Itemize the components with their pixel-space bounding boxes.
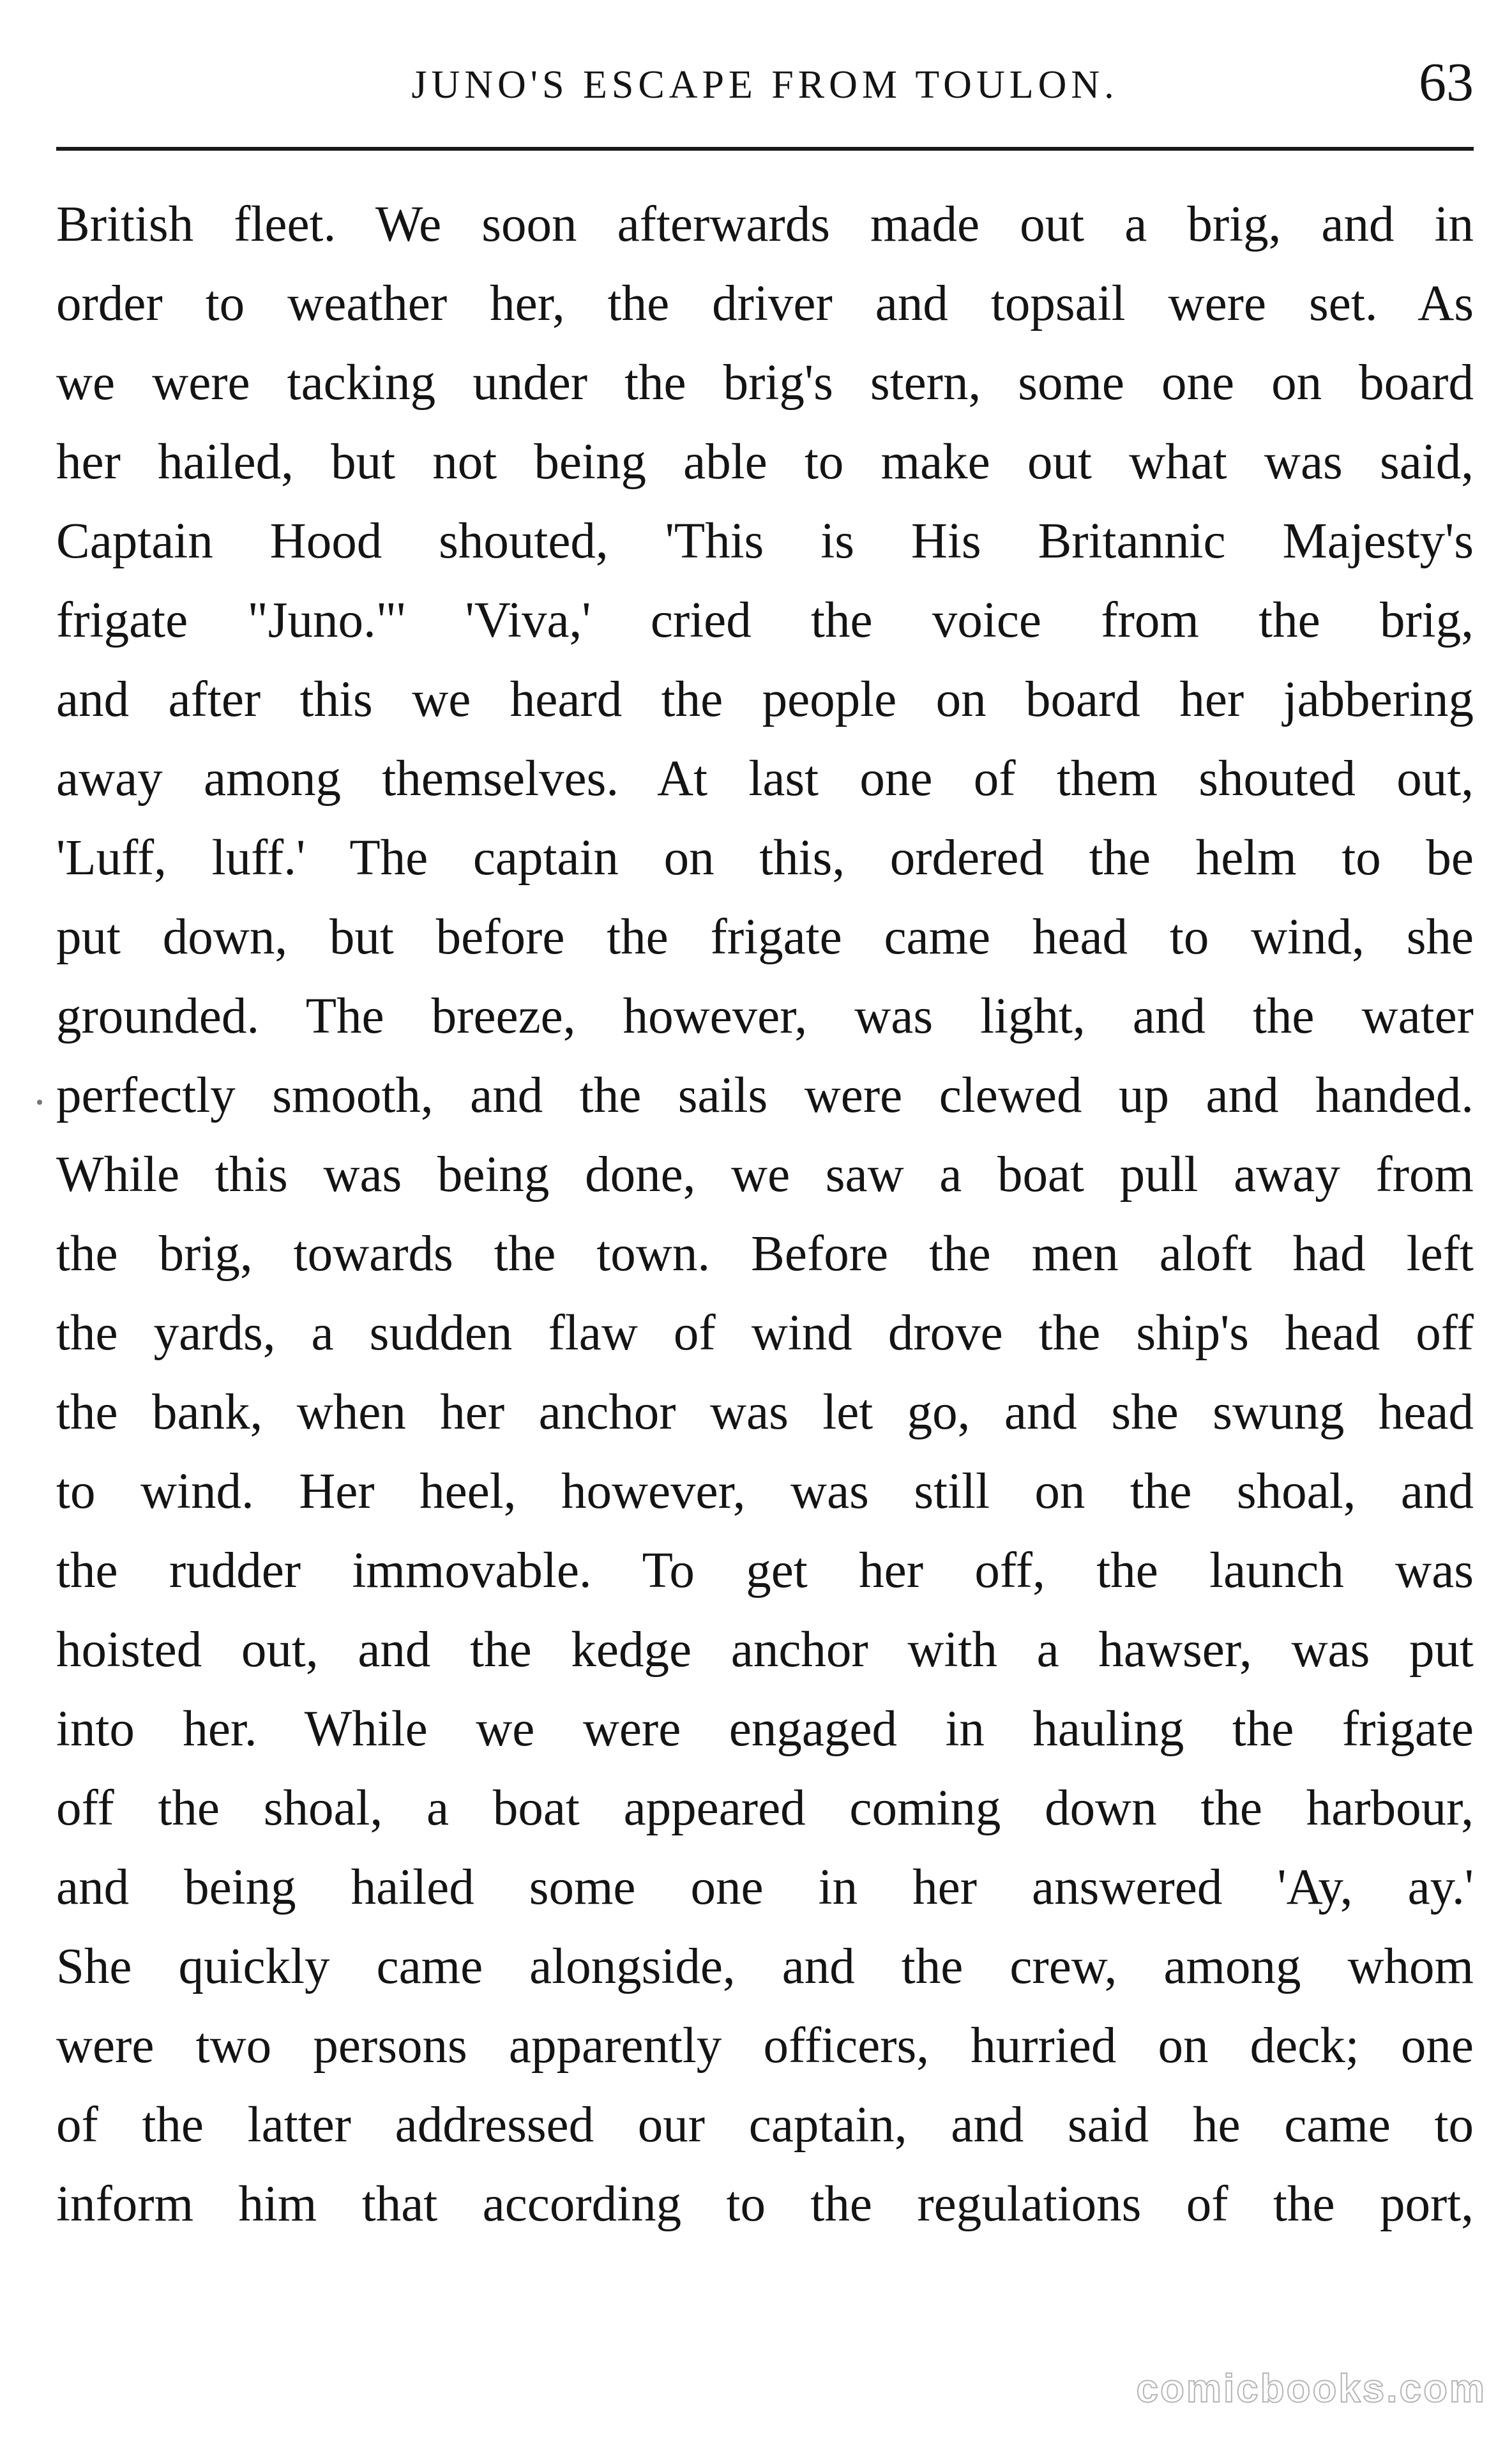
text-line: hoisted out, and the kedge anchor with a hawser, was put bbox=[56, 1622, 1474, 1678]
text-line: to wind. Her heel, however, was still on the shoal, and bbox=[56, 1464, 1474, 1519]
scan-speck bbox=[37, 1100, 42, 1105]
text-line: order to weather her, the driver and topsail were set. As bbox=[56, 276, 1474, 331]
header-rule bbox=[56, 147, 1474, 151]
text-line: off the shoal, a boat appeared coming down the harbour, bbox=[56, 1780, 1474, 1836]
text-line: She quickly came alongside, and the crew, among whom bbox=[56, 1939, 1474, 1994]
text-line: British fleet. We soon afterwards made out a brig, and in bbox=[56, 197, 1474, 252]
text-line: of the latter addressed our captain, and said he came to bbox=[56, 2097, 1474, 2153]
text-line: the brig, towards the town. Before the men aloft had left bbox=[56, 1226, 1474, 1282]
text-line: away among themselves. At last one of them shouted out, bbox=[56, 751, 1474, 807]
running-head bbox=[56, 45, 1474, 121]
text-line: grounded. The breeze, however, was light, and the water bbox=[56, 989, 1474, 1044]
watermark: comicbooks.com bbox=[1136, 2367, 1486, 2411]
text-line: and after this we heard the people on board her jabbering bbox=[56, 672, 1474, 727]
text-line: we were tacking under the brig's stern, some one on board bbox=[56, 355, 1474, 411]
text-line: the bank, when her anchor was let go, and she swung head bbox=[56, 1385, 1474, 1440]
text-line: the yards, a sudden flaw of wind drove the ship's head off bbox=[56, 1305, 1474, 1361]
text-line: were two persons apparently officers, hurried on deck; one bbox=[56, 2018, 1474, 2074]
text-line: put down, but before the frigate came head to wind, she bbox=[56, 909, 1474, 965]
text-line: and being hailed some one in her answered 'Ay, ay.' bbox=[56, 1860, 1474, 1915]
text-line: the rudder immovable. To get her off, the launch was bbox=[56, 1543, 1474, 1598]
text-line: 'Luff, luff.' The captain on this, ordered the helm to be bbox=[56, 830, 1474, 886]
text-line: her hailed, but not being able to make out what was said, bbox=[56, 434, 1474, 490]
body-text bbox=[56, 185, 1474, 2244]
text-line: inform him that according to the regulations of the port, bbox=[56, 2176, 1474, 2232]
text-line: Captain Hood shouted, 'This is His Britannic Majesty's bbox=[56, 513, 1474, 569]
running-title: JUNO'S ESCAPE FROM TOULON. bbox=[411, 63, 1119, 107]
text-line: frigate "Juno."' 'Viva,' cried the voice from the brig, bbox=[56, 593, 1474, 648]
page-number: 63 bbox=[1419, 51, 1474, 112]
text-line: into her. While we were engaged in hauling the frigate bbox=[56, 1701, 1474, 1757]
text-line: While this was being done, we saw a boat pull away from bbox=[56, 1147, 1474, 1203]
text-line: perfectly smooth, and the sails were clewed up and handed. bbox=[56, 1068, 1474, 1123]
